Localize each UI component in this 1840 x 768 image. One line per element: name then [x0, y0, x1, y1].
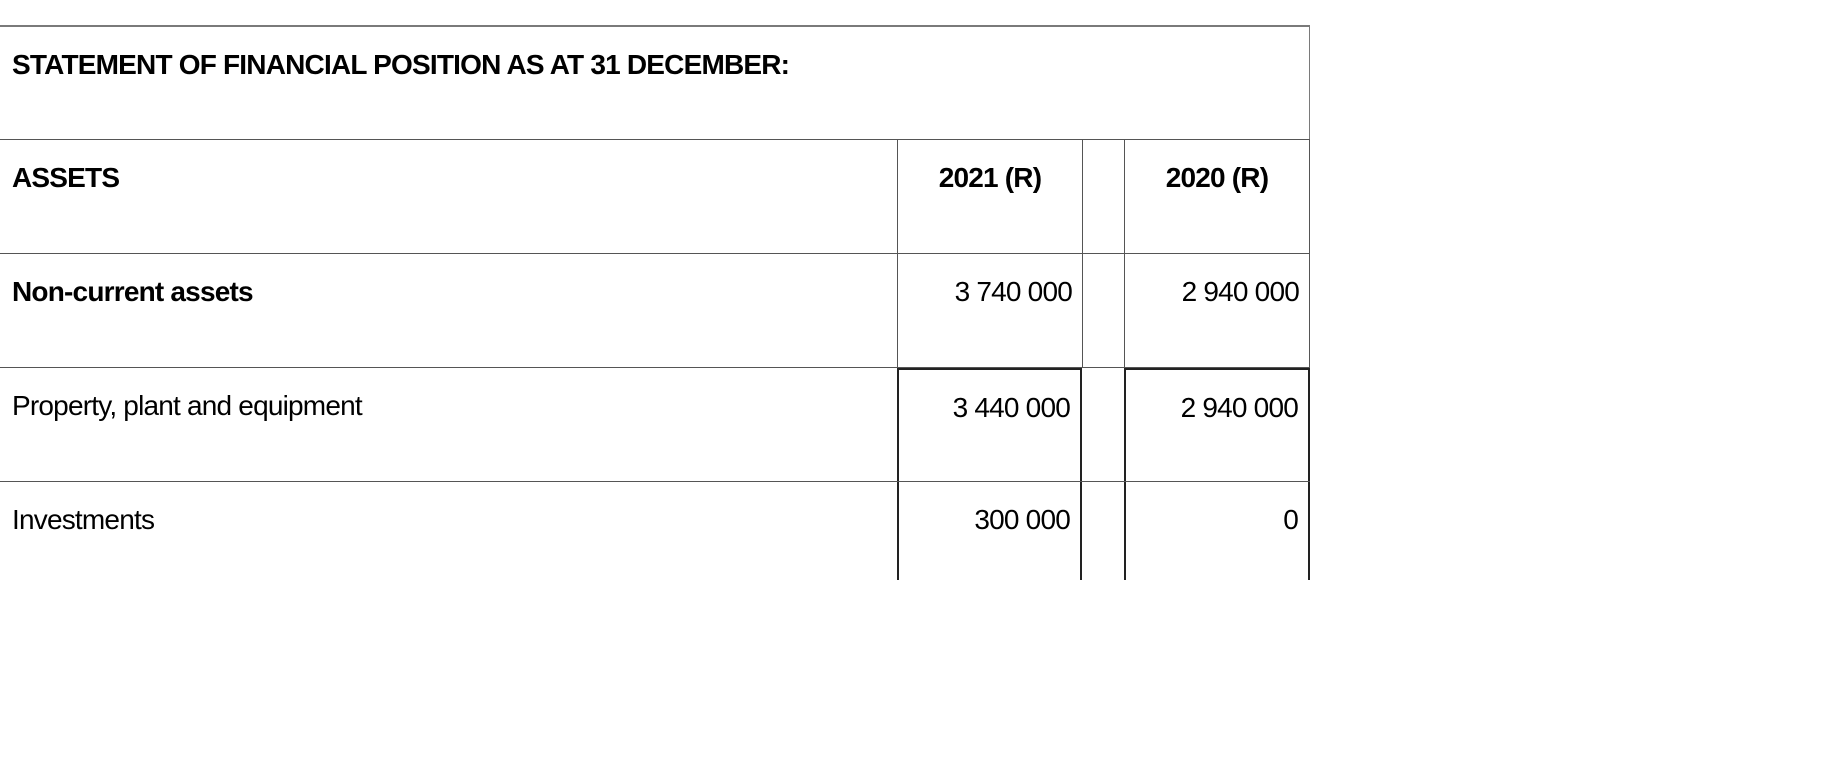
value-cell-2021: [897, 254, 1082, 367]
table-row: [0, 367, 1310, 481]
value-2020: 2 940 000: [1181, 276, 1299, 307]
statement-title: STATEMENT OF FINANCIAL POSITION AS AT 31 DECEMBER:: [12, 49, 790, 80]
header-row: [0, 139, 1310, 253]
value-cell-2021: [897, 368, 1082, 481]
table-title-row: [0, 25, 1310, 139]
value-2020: 0: [1283, 504, 1298, 535]
row-label: Property, plant and equipment: [12, 390, 362, 421]
value-2021: 3 740 000: [954, 276, 1072, 307]
value-cell-2020: [1124, 254, 1310, 367]
gap-cell: [1082, 254, 1124, 367]
column-header-2020: 2020 (R): [1165, 162, 1269, 193]
value-cell-2020: [1124, 368, 1310, 481]
row-label: Non-current assets: [12, 276, 253, 307]
header-gap-cell: [1082, 140, 1124, 253]
value-cell-2020: [1124, 482, 1310, 580]
header-cell-2021: [897, 140, 1082, 253]
assets-heading: ASSETS: [12, 162, 120, 193]
table-row: [0, 253, 1310, 367]
value-2020: 2 940 000: [1180, 392, 1298, 423]
value-cell-2021: [897, 482, 1082, 580]
table-row: [0, 481, 1310, 580]
value-2021: 3 440 000: [952, 392, 1070, 423]
header-cell-2020: [1124, 140, 1310, 253]
value-2021: 300 000: [974, 504, 1070, 535]
column-header-2021: 2021 (R): [938, 162, 1042, 193]
row-label: Investments: [12, 504, 155, 535]
financial-statement-table: [0, 25, 1310, 580]
